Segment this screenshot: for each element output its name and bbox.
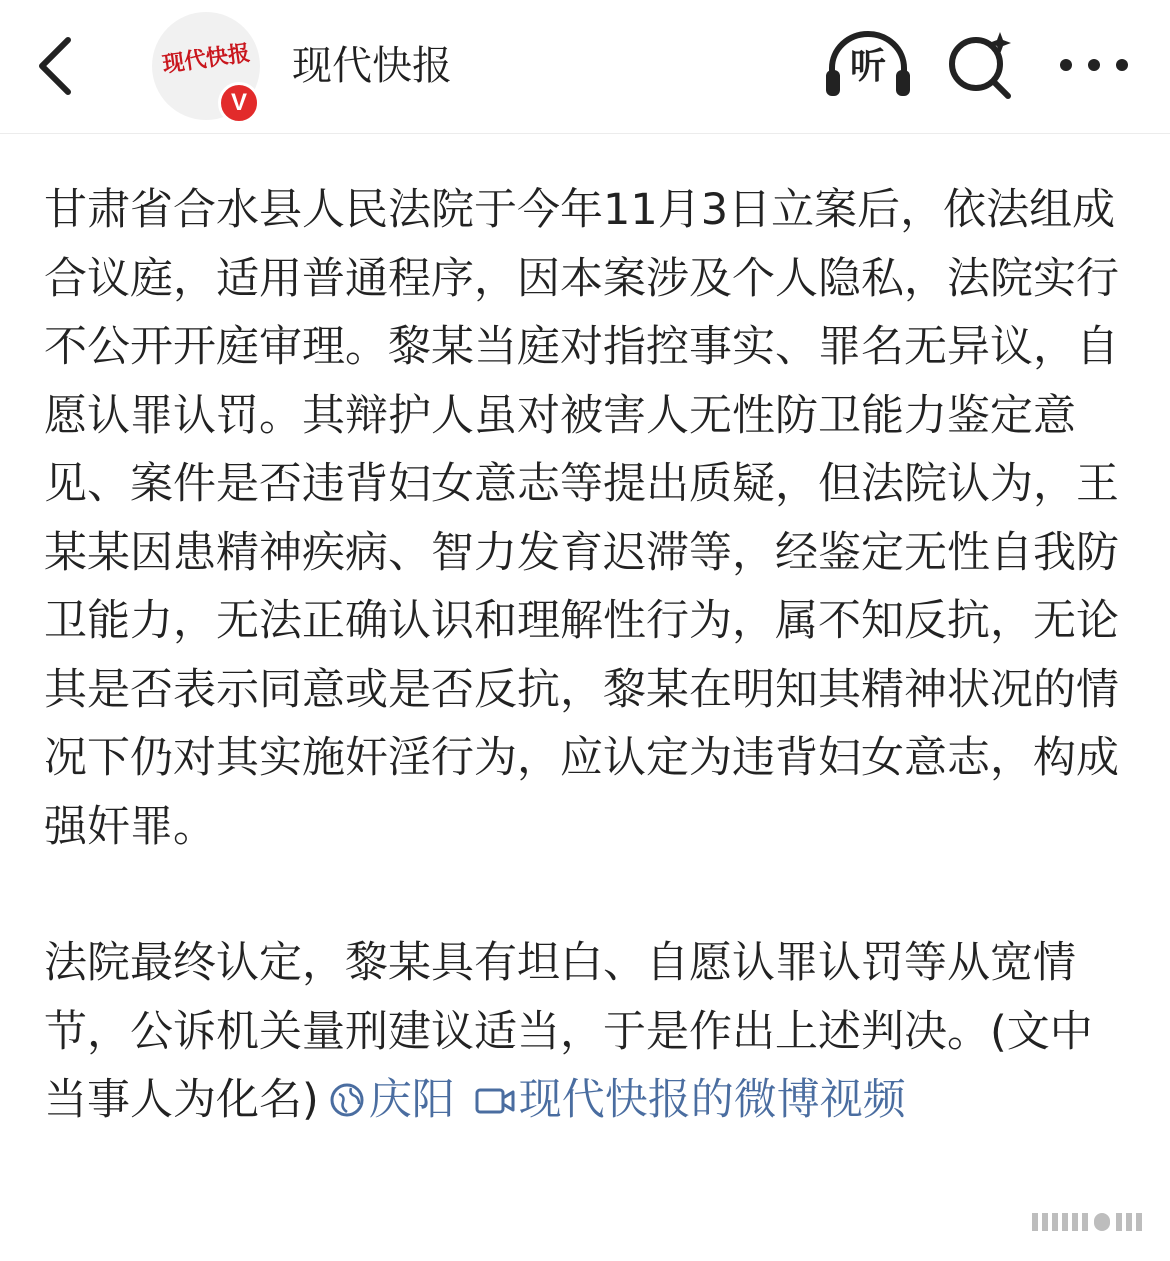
more-button[interactable]	[1052, 28, 1136, 102]
chevron-left-icon	[26, 30, 86, 102]
article-paragraph-1: 甘肃省合水县人民法院于今年11月3日立案后，依法组成合议庭，适用普通程序，因本案涉及个人隐私，法院实行不公开开庭审理。黎某当庭对指控事实、罪名无异议，自愿认罪认罚。其辩护人虽对被害人无性防卫能力鉴定意见、案件是否违背妇女意志等提出质疑，但法院认为，王某某因患精神疾病、智力发育迟滞等，经鉴定无性自我防卫能力，无法正确认识和理解性行为，属不知反抗，无论其是否表示同意或是否反抗，黎某在明知其精神状况的情况下仍对其实施奸淫行为，应认定为违背妇女意志，构成强奸罪。	[44, 185, 1119, 852]
more-icon	[1052, 28, 1136, 102]
search-icon	[944, 28, 1018, 102]
article-paragraph-2	[44, 929, 1134, 1139]
video-camera-icon	[475, 1068, 515, 1137]
top-navigation-bar	[0, 0, 1170, 134]
avatar-logo-text: 现代快报	[160, 39, 252, 78]
location-icon	[329, 1070, 365, 1139]
location-link[interactable]: 庆阳	[368, 1075, 455, 1125]
watermark-bars	[1032, 1211, 1152, 1233]
video-link[interactable]: 现代快报的微博视频	[518, 1075, 906, 1125]
back-button[interactable]	[26, 30, 86, 102]
article-paragraph-2-text: 法院最终认定，黎某具有坦白、自愿认罪认罚等从宽情节，公诉机关量刑建议适当，于是作出上述判决。(文中当事人为化名)	[44, 938, 1093, 1125]
article-body	[44, 176, 1134, 1139]
verified-badge: V	[218, 82, 260, 124]
account-name[interactable]: 现代快报	[292, 43, 452, 89]
listen-label: 听	[849, 46, 886, 87]
search-button[interactable]	[944, 28, 1018, 102]
listen-button[interactable]	[822, 28, 914, 104]
